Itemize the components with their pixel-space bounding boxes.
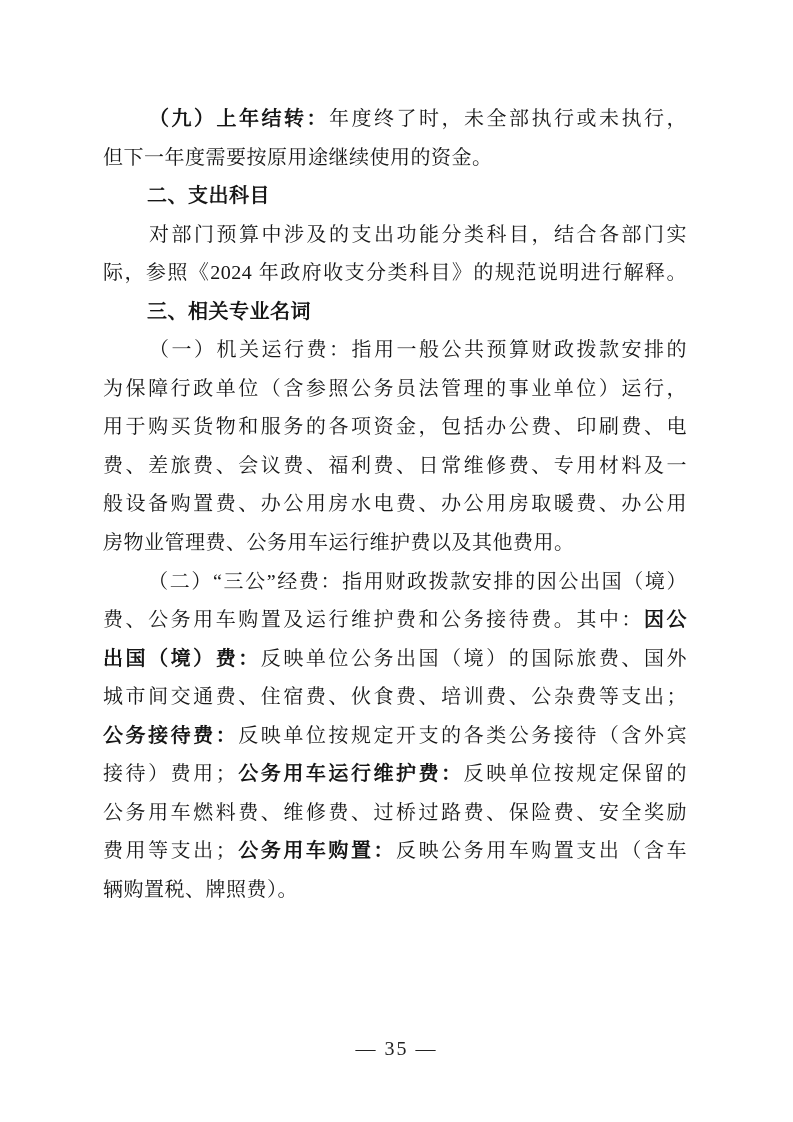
text-segment: 公务用车运行维护费：: [236, 763, 464, 786]
text-segment: 费、公务用车购置及运行维护费和公务接待费。其中：: [103, 609, 644, 632]
text-segment: 费、差旅费、会议费、福利费、日常维修费、专用材料及一: [103, 454, 687, 477]
text-segment: （一）机关运行费：指用一般公共预算财政拨款安排的: [147, 339, 687, 362]
text-segment: （二）“三公”经费：指用财政拨款安排的因公出国（境）: [147, 570, 687, 593]
text-segment: 反映公务用车购置支出（含车: [396, 840, 688, 863]
paragraph-indent: [103, 587, 147, 588]
text-line: [103, 216, 687, 255]
text-line: [103, 601, 687, 640]
page-number: — 35 —: [355, 1038, 438, 1060]
text-segment: 年度终了时，未全部执行或未执行，: [329, 108, 687, 130]
text-segment: 三、相关专业名词: [147, 300, 311, 323]
text-line: [103, 563, 687, 602]
text-segment: 般设备购置费、办公用房水电费、办公用房取暖费、办公用: [103, 493, 687, 516]
text-segment: 公务用车购置：: [236, 840, 397, 863]
text-line: [103, 100, 687, 139]
text-line: [103, 408, 687, 447]
document-body: [103, 100, 687, 909]
text-line: [103, 485, 687, 524]
text-line: [103, 139, 687, 178]
text-line: [103, 293, 687, 332]
paragraph-indent: [103, 355, 147, 356]
text-segment: 出国（境）费：: [103, 647, 261, 670]
text-segment: 城市间交通费、住宿费、伙食费、培训费、公杂费等支出；: [103, 686, 687, 709]
text-segment: （九）上年结转：: [147, 108, 329, 130]
text-segment: 但下一年度需要按原用途继续使用的资金。: [103, 146, 493, 169]
text-line: [103, 640, 687, 679]
text-line: [103, 370, 687, 409]
text-line: [103, 832, 687, 871]
text-segment: 因公: [643, 609, 688, 632]
text-segment: 际，参照《2024 年政府收支分类科目》的规范说明进行解释。: [103, 262, 687, 285]
text-segment: 对部门预算中涉及的支出功能分类科目，结合各部门实: [147, 223, 687, 246]
paragraph-indent: [103, 317, 147, 318]
text-segment: 公务接待费：: [103, 724, 239, 747]
paragraph-indent: [103, 124, 147, 125]
text-segment: 反映单位按规定保留的: [463, 763, 688, 786]
paragraph-indent: [103, 240, 147, 241]
text-line: [103, 254, 687, 293]
text-segment: 费用等支出；: [103, 840, 237, 863]
text-segment: 为保障行政单位（含参照公务员法管理的事业单位）运行，: [103, 377, 687, 400]
text-line: [103, 331, 687, 370]
text-segment: 公务用车燃料费、维修费、过桥过路费、保险费、安全奖励: [103, 801, 687, 824]
text-line: [103, 177, 687, 216]
text-segment: 房物业管理费、公务用车运行维护费以及其他费用。: [103, 532, 575, 555]
text-line: [103, 678, 687, 717]
text-line: [103, 447, 687, 486]
text-line: [103, 717, 687, 756]
text-line: [103, 871, 687, 910]
text-line: [103, 755, 687, 794]
text-segment: 反映单位按规定开支的各类公务接待（含外宾: [238, 724, 688, 747]
paragraph-indent: [103, 201, 147, 202]
text-line: [103, 794, 687, 833]
text-segment: 接待）费用；: [103, 763, 237, 786]
text-line: [103, 524, 687, 563]
text-segment: 二、支出科目: [147, 185, 270, 208]
text-segment: 辆购置税、牌照费）。: [103, 878, 298, 901]
text-segment: 反映单位公务出国（境）的国际旅费、国外: [260, 647, 688, 670]
text-segment: 用于购买货物和服务的各项资金，包括办公费、印刷费、电: [103, 416, 687, 439]
